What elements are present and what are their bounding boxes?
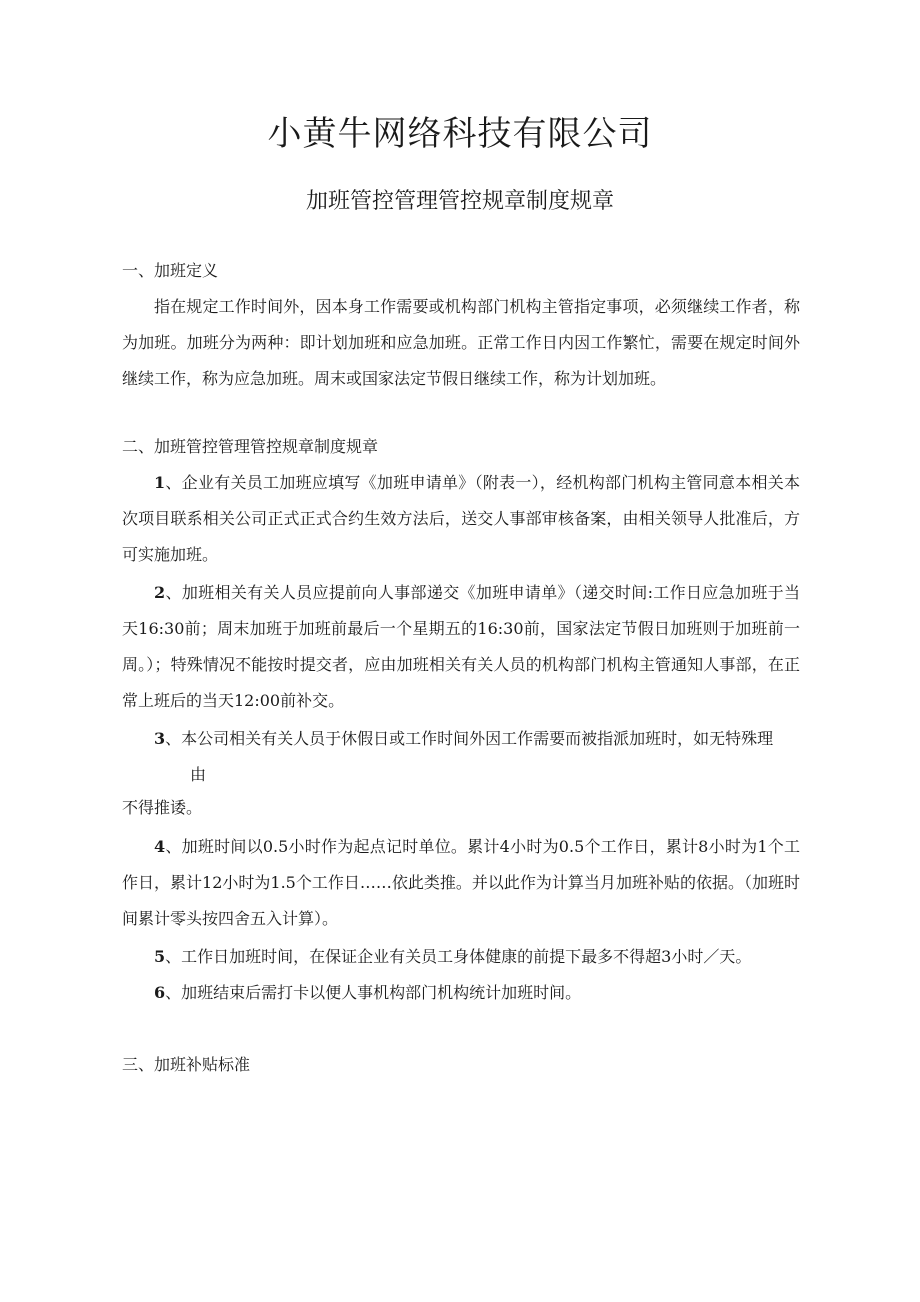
- section-2-item-5: [122, 939, 800, 975]
- item-text: 、本公司相关有关人员于休假日或工作时间外因工作需要而被指派加班时，如无特殊理: [165, 729, 774, 748]
- item-number: 4: [154, 837, 166, 856]
- section-2-item-1: [122, 465, 800, 573]
- item-number: 1: [154, 473, 166, 492]
- item-text: 、企业有关员工加班应填写《加班申请单》（附表一），经机构部门机构主管同意本相关本次项目联系相关公司正式正式合约生效方法后，送交人事部审核备案，由相关领导人批准后，方可实施加班。: [122, 473, 800, 564]
- item-number: 5: [154, 947, 166, 966]
- section-2-item-6: [122, 975, 800, 1011]
- section-2-item-4: [122, 829, 800, 937]
- item-number: 2: [154, 583, 166, 602]
- item-text: 、加班相关有关人员应提前向人事部递交《加班申请单》（递交时间:工作日应急加班于当天16:30前；周末加班于加班前最后一个星期五的16:30前，国家法定节假日加班则于加班前一周。）；特殊情况不能按时提交者，应由加班相关有关人员的机构部门机构主管通知人事部，在正常上班后的当天12:00前补交。: [122, 583, 800, 710]
- section-2-item-3-continuation-2: 不得推诿。: [122, 798, 203, 817]
- item-text: 、加班时间以0.5小时作为起点记时单位。累计4小时为0.5个工作日，累计8小时为1个工作日，累计12小时为1.5个工作日……依此类推。并以此作为计算当月加班补贴的依据。（加班时间累计零头按四舍五入计算）。: [122, 837, 800, 928]
- item-number: 6: [154, 983, 166, 1002]
- item-text: 、工作日加班时间，在保证企业有关员工身体健康的前提下最多不得超3小时／天。: [165, 947, 752, 966]
- item-text: 、加班结束后需打卡以便人事机构部门机构统计加班时间。: [165, 983, 582, 1002]
- section-2-heading: 二、加班管控管理管控规章制度规章: [122, 437, 379, 456]
- section-3-heading: 三、加班补贴标准: [122, 1055, 251, 1074]
- item-number: 3: [154, 729, 166, 748]
- document-title: 加班管控管理管控规章制度规章: [305, 189, 614, 214]
- company-title: 小黄牛网络科技有限公司: [267, 114, 653, 154]
- section-1-heading: 一、加班定义: [122, 261, 219, 280]
- section-2-item-3: [122, 721, 800, 757]
- section-2-item-2: [122, 575, 800, 719]
- section-1-body: 指在规定工作时间外，因本身工作需要或机构部门机构主管指定事项，必须继续工作者，称为加班。加班分为两种：即计划加班和应急加班。正常工作日内因工作繁忙，需要在规定时间外继续工作，称为应急加班。周末或国家法定节假日继续工作，称为计划加班。: [122, 297, 800, 388]
- section-2-item-3-continuation: 由: [190, 765, 207, 784]
